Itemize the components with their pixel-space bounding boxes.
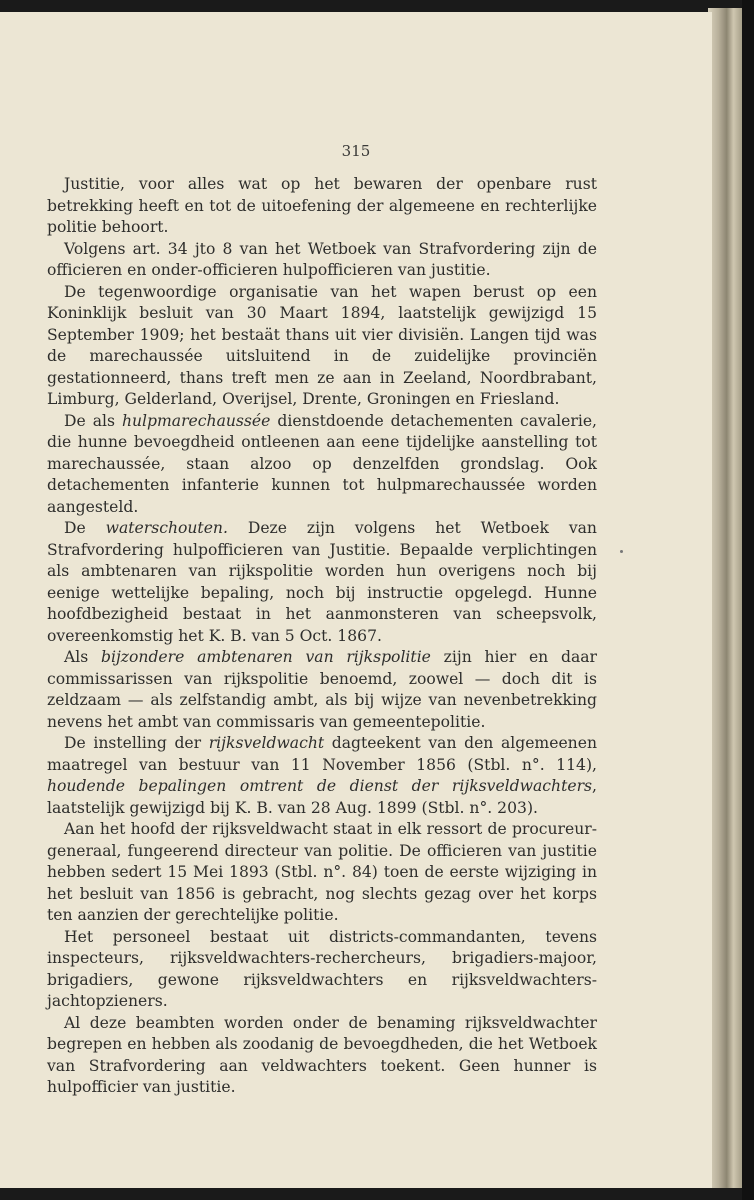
page-number: 315 xyxy=(341,142,371,160)
scan-dark-edge xyxy=(742,0,754,1200)
paragraph: Volgens art. 34 jto 8 van het Wetboek van Strafvordering zijn de officieren en onder-officieren hulpofficieren van justitie. xyxy=(47,239,597,279)
paragraph: Aan het hoofd der rijksveldwacht staat in elk ressort de procureur-generaal, fungeerend directeur van politie. De officieren van justitie hebben sedert 15 Mei 1893 (Stbl. n°. 84) toen de eerste wijziging in het besluit van 1856 is gebracht, nog slechts gezag over het korps ten aanzien der gerechtelijke politie. xyxy=(47,820,597,924)
paragraph: De waterschouten. Deze zijn volgens het Wetboek van Strafvordering hulpofficieren van Justitie. Bepaalde verplichtingen als ambtenaren van rijkspolitie worden hun overigens noch bij eenige wettelijke bepaling, noch bij instructie opgelegd. Hunne hoofdbezigheid bestaat in het aanmonsteren van scheepsvolk, overeenkomstig het K. B. van 5 Oct. 1867. xyxy=(47,519,597,645)
paragraph: Justitie, voor alles wat op het bewaren der openbare rust betrekking heeft en tot de uitoefening der algemeene en rechterlijke politie behoort. xyxy=(47,175,597,236)
book-page-edges xyxy=(708,8,742,1188)
paragraph: Als bijzondere ambtenaren van rijkspolitie zijn hier en daar commissarissen van rijkspolitie benoemd, zoowel — doch dit is zeldzaam — als zelfstandig ambt, als bij wijze van nevenbetrekking nevens het ambt van commissaris van gemeentepolitie. xyxy=(47,648,597,731)
book-page xyxy=(0,12,712,1188)
body-text xyxy=(47,174,597,1099)
paragraph: De instelling der rijksveldwacht dagteekent van den algemeenen maatregel van bestuur van 11 November 1856 (Stbl. n°. 114), houdende bepalingen omtrent de dienst der rijksveldwachters, laatstelijk gewijzigd bij K. B. van 28 Aug. 1899 (Stbl. n°. 203). xyxy=(47,734,597,817)
paragraph: De als hulpmarechaussée dienstdoende detachementen cavalerie, die hunne bevoegdheid ontleenen aan eene tijdelijke aanstelling tot marechaussée, staan alzoo op denzelfden grondslag. Ook detachementen infanterie kunnen tot hulpmarechaussée worden aangesteld. xyxy=(47,411,597,516)
stray-ink-mark xyxy=(620,550,623,553)
paragraph: De tegenwoordige organisatie van het wapen berust op een Koninklijk besluit van 30 Maart 1894, laatstelijk gewijzigd 15 September 1909; het bestaät thans uit vier divisiën. Langen tijd was de marechaussée uitsluitend in de zuidelijke provinciën gestationneerd, thans treft men ze aan in Zeeland, Noordbrabant, Limburg, Gelderland, Overijsel, Drente, Groningen en Friesland. xyxy=(47,282,597,408)
paragraph: Al deze beambten worden onder de benaming rijksveldwachter begrepen en hebben als zoodanig de bevoegdheden, die het Wetboek van Strafvordering aan veldwachters toekent. Geen hunner is hulpofficier van justitie. xyxy=(47,1013,597,1096)
paragraph: Het personeel bestaat uit districts-commandanten, tevens inspecteurs, rijksveldwachters-rechercheurs, brigadiers-majoor, brigadiers, gewone rijksveldwachters en rijksveldwachters-jachtopzieners. xyxy=(47,927,597,1010)
